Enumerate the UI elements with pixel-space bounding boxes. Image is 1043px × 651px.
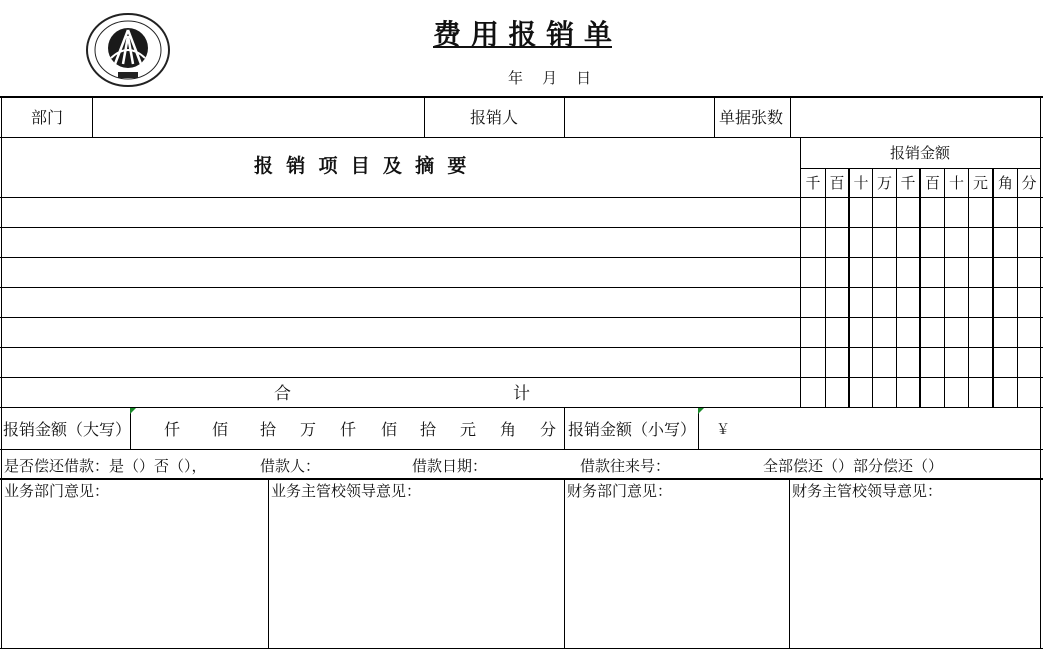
doc-count-label: 单据张数	[719, 108, 784, 127]
unit-qian: 仟	[164, 420, 181, 439]
digit-qian-1: 千	[805, 174, 821, 192]
digit-qian-2: 千	[900, 174, 916, 192]
unit-shi: 拾	[260, 420, 277, 439]
claimant-field[interactable]	[565, 97, 713, 137]
dept-opinion-field[interactable]	[2, 502, 267, 647]
loan-ref-label: 借款往来号：	[580, 457, 671, 475]
unit-fen: 分	[540, 420, 557, 439]
digit-shi-2: 十	[948, 174, 964, 192]
borrower-label: 借款人：	[260, 457, 321, 475]
unit-bai-2: 佰	[381, 420, 398, 439]
repay-question: 是否偿还借款：是（）否（），	[4, 457, 207, 475]
unit-bai: 佰	[212, 420, 229, 439]
leader-opinion-label: 业务主管校领导意见：	[271, 482, 422, 500]
unit-qian-2: 仟	[340, 420, 357, 439]
amount-header: 报销金额	[889, 144, 950, 162]
dept-field[interactable]	[93, 97, 423, 137]
leader-opinion-field[interactable]	[269, 502, 563, 647]
unit-jiao: 角	[500, 420, 517, 439]
dept-label: 部门	[31, 108, 64, 127]
date-line: 年 月 日	[508, 69, 592, 87]
form-title: 费 用 报 销 单	[433, 18, 612, 51]
item-row-6[interactable]	[2, 348, 800, 377]
digit-bai-2: 百	[924, 174, 940, 192]
dept-opinion-label: 业务部门意见：	[4, 482, 110, 500]
cell-comment-marker	[698, 408, 704, 414]
cell-comment-marker	[130, 408, 136, 414]
finance-leader-opinion-field[interactable]	[790, 502, 1039, 647]
item-row-2[interactable]	[2, 228, 800, 257]
digit-bai-1: 百	[829, 174, 845, 192]
lower-amount-label: 报销金额（小写）	[568, 420, 697, 439]
claimant-label: 报销人	[470, 108, 519, 127]
unit-shi-2: 拾	[420, 420, 437, 439]
university-logo	[85, 12, 171, 88]
item-row-5[interactable]	[2, 318, 800, 347]
finance-opinion-field[interactable]	[565, 502, 788, 647]
finance-opinion-label: 财务部门意见：	[567, 482, 673, 500]
loan-date-label: 借款日期：	[412, 457, 488, 475]
digit-fen: 分	[1021, 174, 1037, 192]
doc-count-field[interactable]	[791, 97, 1039, 137]
item-row-1[interactable]	[2, 198, 800, 227]
yen-symbol: ￥	[716, 422, 730, 438]
total-he: 合	[274, 384, 291, 404]
finance-leader-opinion-label: 财务主管校领导意见：	[792, 482, 943, 500]
digit-shi-1: 十	[853, 174, 869, 192]
digit-yuan: 元	[972, 174, 988, 192]
summary-header: 报 销 项 目 及 摘 要	[254, 155, 467, 177]
lower-amount-field[interactable]	[730, 408, 1039, 448]
repay-options: 全部偿还（）部分偿还（）	[763, 457, 944, 475]
digit-jiao: 角	[997, 174, 1013, 192]
item-row-3[interactable]	[2, 258, 800, 287]
total-ji: 计	[513, 384, 530, 404]
unit-wan: 万	[300, 420, 317, 439]
unit-yuan: 元	[460, 420, 477, 439]
digit-wan: 万	[876, 174, 892, 192]
upper-amount-label: 报销金额（大写）	[3, 420, 132, 439]
item-row-4[interactable]	[2, 288, 800, 317]
